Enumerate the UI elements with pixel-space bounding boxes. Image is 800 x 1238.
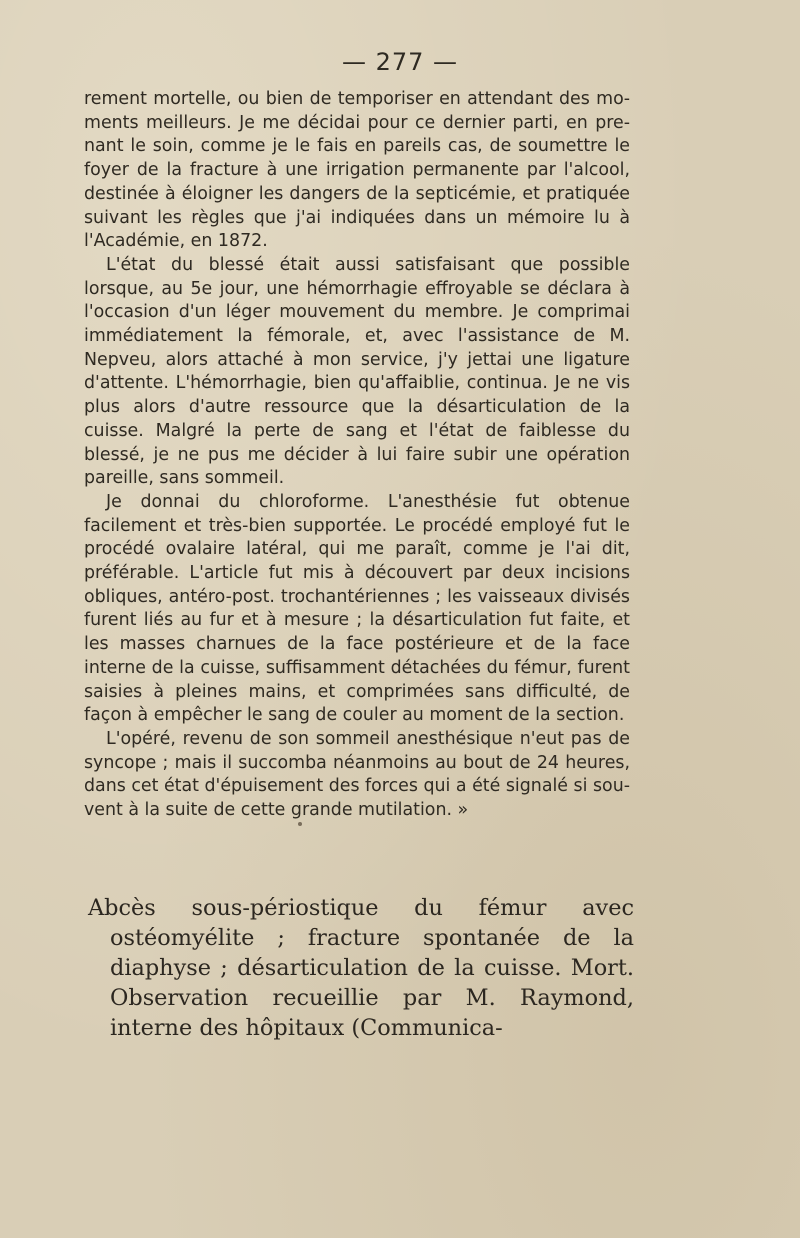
paragraph-2: L'état du blessé était aussi satisfaisant que possible lorsque, au 5e jour, une hémorrhagie effroyable se déclara à l'occasion d'un léger mouvement du membre. Je comprimai immédiatement la fémorale, et, avec l'assistance de M. Nepveu, alors attaché à mon service, j'y jettai une ligature d'attente. L'hémorrhagie, bien qu'affaiblie, continua. Je ne vis plus alors d'autre ressource que la désarticulation de la cuisse. Malgré la perte de sang et l'état de faiblesse du blessé, je ne pus me décider à lui faire subir une opération pareille, sans sommeil. — [84, 254, 630, 489]
paragraph-3: Je donnai du chloroforme. L'anesthésie fut obtenue facilement et très-bien supportée. Le procédé employé fut le procédé ovalaire latéral, qui me paraît, comme je l'ai dit, préférable. L'article fut mis à découvert par deux incisions obliques, antéro-post. trochantériennes ; les vaisseaux divisés furent liés au fur et à mesure ; la désarticulation fut faite, et les masses charnues de la face postérieure et de la face interne de la cuisse, suffisamment détachées du fémur, furent saisies à pleines mains, et comprimées sans difficulté, de façon à empêcher le sang de couler au moment de la section. — [84, 491, 630, 726]
separator-dot — [298, 822, 302, 826]
paragraph-1: rement mortelle, ou bien de temporiser en attendant des moments meilleurs. Je me décidai pour ce dernier parti, en prenant le soin, comme je le fais en pareils cas, de soumettre le foyer de la fracture à une irrigation permanente par l'alcool, destinée à éloigner les dangers de la septicémie, et pratiquée suivant les règles que j'ai indiquées dans un mémoire lu à l'Académie, en 1872. — [84, 89, 630, 252]
body-text — [84, 88, 630, 823]
section-heading: Abcès sous-périostique du fémur avec ostéomyélite ; fracture spontanée de la diaphyse ; désarticulation de la cuisse. Mort. Observation recueillie par M. Raymond, interne des hôpitaux (Communica- — [88, 895, 634, 1041]
paragraph-4: L'opéré, revenu de son sommeil anesthésique n'eut pas de syncope ; mais il succomba néanmoins au bout de 24 heures, dans cet état d'épuisement des forces qui a été signalé si souvent à la suite de cette grande mutilation. » — [84, 728, 630, 821]
page-number: — 277 — — [341, 48, 459, 76]
